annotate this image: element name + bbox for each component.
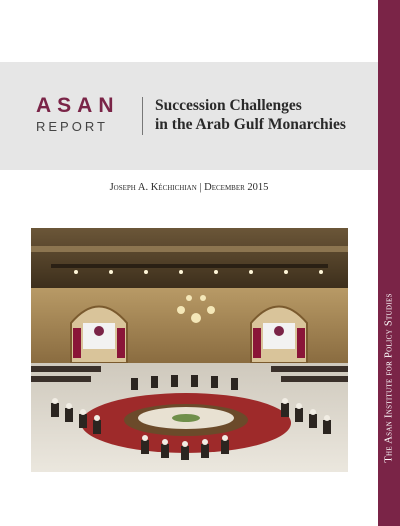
report-logo-wordmark: REPORT xyxy=(36,119,108,134)
report-title-line-1: Succession Challenges xyxy=(155,97,302,114)
cover-photo xyxy=(31,228,348,472)
author-date-byline: Joseph A. Kéchichian | December 2015 xyxy=(109,182,269,193)
report-title-line-2: in the Arab Gulf Monarchies xyxy=(155,116,346,133)
title-divider xyxy=(142,97,143,135)
summit-hall-illustration xyxy=(31,228,348,472)
asan-logo-wordmark: ASAN xyxy=(36,94,120,117)
institute-side-label: The Asan Institute for Policy Studies xyxy=(383,293,395,463)
